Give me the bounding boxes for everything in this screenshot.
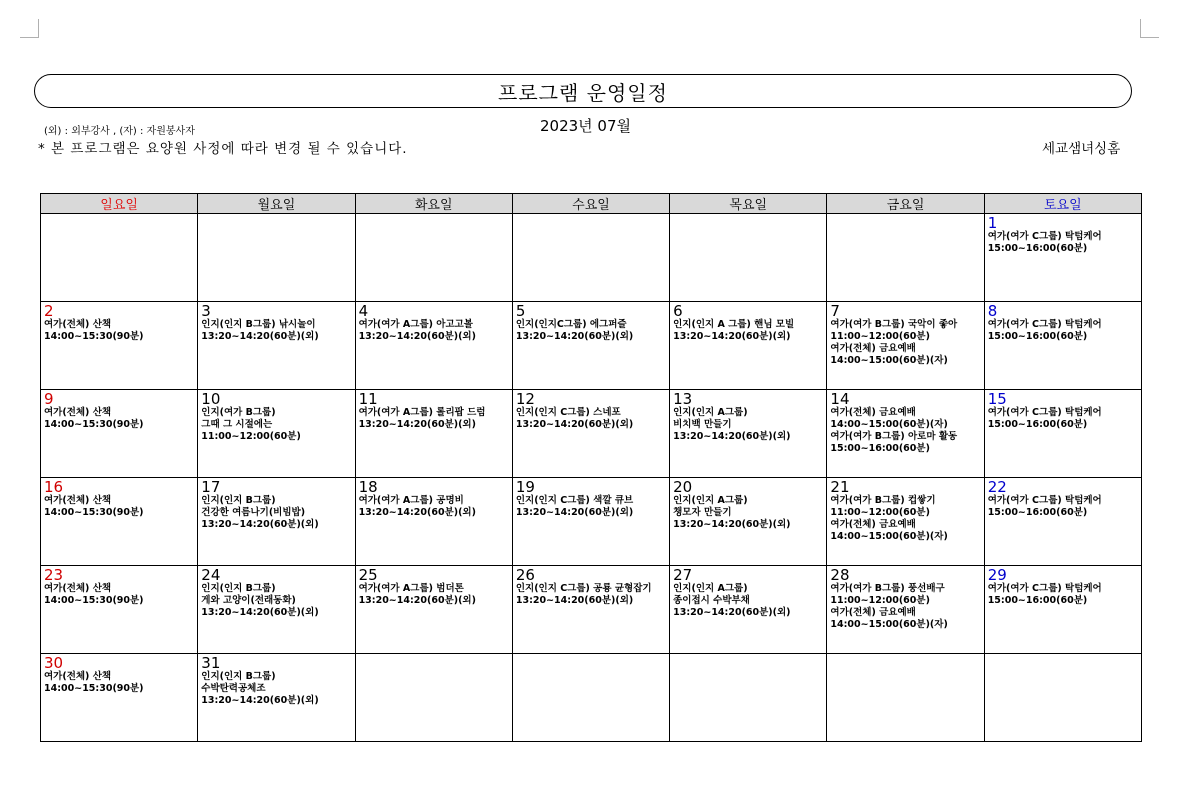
day-events: 여가(여가 B그룹) 국악이 좋아 11:00~12:00(60분) 여가(전체) 금요예배 14:00~15:00(60분)(자) — [830, 319, 958, 366]
calendar-day-cell — [512, 566, 669, 654]
day-events: 여가(전체) 산책 14:00~15:30(90분) — [44, 583, 144, 606]
calendar-week-row — [41, 478, 1142, 566]
day-number: 8 — [987, 302, 998, 320]
page-corner-mark-left — [20, 19, 39, 38]
calendar-day-cell — [198, 390, 355, 478]
calendar-day-cell — [41, 566, 198, 654]
calendar-day-cell — [41, 390, 198, 478]
day-events: 여가(여가 C그룹) 탁텀케어 15:00~16:00(60분) — [987, 231, 1102, 254]
calendar-day-cell — [670, 390, 827, 478]
weekday-sunday: 일요일 — [41, 194, 198, 214]
calendar-day-cell — [984, 302, 1141, 390]
day-events: 여가(여가 C그룹) 탁텀케어 15:00~16:00(60분) — [987, 407, 1102, 430]
day-number: 4 — [358, 302, 369, 320]
day-number: 5 — [515, 302, 526, 320]
day-number: 15 — [987, 390, 1007, 408]
calendar-week-row — [41, 214, 1142, 302]
day-events: 여가(여가 B그룹) 풍선배구 11:00~12:00(60분) 여가(전체) 금요예배 14:00~15:00(60분)(자) — [830, 583, 948, 630]
calendar-day-cell — [355, 390, 512, 478]
weekday-saturday: 토요일 — [984, 194, 1141, 214]
day-number: 18 — [358, 478, 378, 496]
weekday-friday: 금요일 — [827, 194, 984, 214]
calendar-day-cell — [355, 566, 512, 654]
day-events: 여가(전체) 산책 14:00~15:30(90분) — [44, 495, 144, 518]
day-number: 23 — [44, 566, 64, 584]
day-number: 29 — [987, 566, 1007, 584]
calendar-day-cell — [984, 478, 1141, 566]
day-events: 여가(여가 B그룹) 컵쌓기 11:00~12:00(60분) 여가(전체) 금요예배 14:00~15:00(60분)(자) — [830, 495, 948, 542]
weekday-monday: 월요일 — [198, 194, 355, 214]
calendar-day-cell — [355, 654, 512, 742]
calendar-day-cell — [512, 654, 669, 742]
calendar-day-cell — [670, 478, 827, 566]
day-events: 인지(인지 B그룹) 낚시놀이 13:20~14:20(60분)(외) — [201, 319, 319, 342]
day-number: 21 — [830, 478, 850, 496]
calendar-day-cell — [984, 566, 1141, 654]
day-events: 여가(전체) 산책 14:00~15:30(90분) — [44, 671, 144, 694]
calendar-week-row — [41, 654, 1142, 742]
day-events: 여가(전체) 산책 14:00~15:30(90분) — [44, 407, 144, 430]
day-number: 19 — [515, 478, 535, 496]
day-events: 여가(전체) 금요예배 14:00~15:00(60분)(자) 여가(여가 B그룹) 아로마 활동 15:00~16:00(60분) — [830, 407, 958, 454]
day-events: 인지(인지 C그룹) 공룡 균형잡기 13:20~14:20(60분)(외) — [515, 583, 652, 606]
calendar-day-cell — [41, 214, 198, 302]
calendar-week-row — [41, 566, 1142, 654]
calendar-day-cell — [41, 478, 198, 566]
day-number: 26 — [515, 566, 535, 584]
weekday-header-row — [41, 194, 1142, 214]
calendar-day-cell — [198, 478, 355, 566]
day-events: 인지(인지 C그룹) 색깔 큐브 13:20~14:20(60분)(외) — [515, 495, 634, 518]
legend-text: (외) : 외부강사 , (자) : 자원봉사자 — [44, 126, 195, 137]
day-number: 30 — [44, 654, 64, 672]
calendar-day-cell — [670, 302, 827, 390]
day-number: 16 — [44, 478, 64, 496]
calendar-day-cell — [827, 566, 984, 654]
calendar-day-cell — [984, 214, 1141, 302]
calendar-day-cell — [198, 566, 355, 654]
calendar-day-cell — [41, 654, 198, 742]
day-events: 여가(여가 A그룹) 공명비 13:20~14:20(60분)(외) — [358, 495, 476, 518]
day-number: 9 — [44, 390, 54, 408]
calendar-day-cell — [198, 214, 355, 302]
calendar-day-cell — [198, 302, 355, 390]
day-number: 20 — [673, 478, 693, 496]
calendar-day-cell — [984, 390, 1141, 478]
calendar-day-cell — [512, 390, 669, 478]
day-events: 인지(인지 A그룹) 챙모자 만들기 13:20~14:20(60분)(외) — [673, 495, 791, 530]
day-events: 인지(인지 A그룹) 종이접시 수박부채 13:20~14:20(60분)(외) — [673, 583, 791, 618]
calendar-day-cell — [827, 390, 984, 478]
day-events: 여가(여가 C그룹) 탁텀케어 15:00~16:00(60분) — [987, 319, 1102, 342]
calendar-week-row — [41, 302, 1142, 390]
calendar-day-cell — [512, 302, 669, 390]
day-events: 인지(인지C그룹) 에그퍼즐 13:20~14:20(60분)(외) — [515, 319, 634, 342]
page-corner-mark-right — [1140, 19, 1159, 38]
day-number: 31 — [201, 654, 221, 672]
day-number: 1 — [987, 214, 998, 232]
day-number: 28 — [830, 566, 850, 584]
calendar-week-row — [41, 390, 1142, 478]
day-number: 2 — [44, 302, 54, 320]
day-events: 인지(인지 B그룹) 건강한 여름나기(비빔밥) 13:20~14:20(60분)(외) — [201, 495, 319, 530]
weekday-thursday: 목요일 — [670, 194, 827, 214]
day-events: 여가(여가 C그룹) 탁텀케어 15:00~16:00(60분) — [987, 495, 1102, 518]
day-number: 17 — [201, 478, 221, 496]
calendar-day-cell — [670, 654, 827, 742]
day-events: 인지(인지 A그룹) 비치백 만들기 13:20~14:20(60분)(외) — [673, 407, 791, 442]
day-number: 25 — [358, 566, 378, 584]
day-events: 인지(인지 B그룹) 게와 고양이(전래동화) 13:20~14:20(60분)(외) — [201, 583, 319, 618]
notice-text: * 본 프로그램은 요양원 사정에 따라 변경 될 수 있습니다. — [38, 141, 408, 157]
organization-name: 세교샘녀싱홈 — [1042, 141, 1121, 157]
day-number: 10 — [201, 390, 221, 408]
calendar-day-cell — [355, 302, 512, 390]
day-number: 22 — [987, 478, 1007, 496]
day-number: 7 — [830, 302, 840, 320]
day-number: 27 — [673, 566, 693, 584]
calendar-day-cell — [984, 654, 1141, 742]
page-title: 프로그램 운영일정 — [498, 80, 668, 105]
calendar-day-cell — [827, 302, 984, 390]
day-number: 6 — [673, 302, 683, 320]
day-number: 3 — [201, 302, 211, 320]
day-events: 인지(인지 A 그룹) 핸님 모빌 13:20~14:20(60분)(외) — [673, 319, 795, 342]
day-number: 11 — [358, 390, 378, 408]
day-number: 12 — [515, 390, 535, 408]
calendar-day-cell — [670, 566, 827, 654]
day-events: 인지(여가 B그룹) 그때 그 시절에는 11:00~12:00(60분) — [201, 407, 301, 442]
day-number: 24 — [201, 566, 221, 584]
day-events: 여가(여가 A그룹) 아고고볼 13:20~14:20(60분)(외) — [358, 319, 476, 342]
weekday-tuesday: 화요일 — [355, 194, 512, 214]
day-events: 여가(여가 C그룹) 탁텀케어 15:00~16:00(60분) — [987, 583, 1102, 606]
calendar-day-cell — [512, 214, 669, 302]
day-events: 여가(여가 A그룹) 범더톤 13:20~14:20(60분)(외) — [358, 583, 476, 606]
weekday-wednesday: 수요일 — [512, 194, 669, 214]
year-month: 2023년 07월 — [540, 117, 632, 135]
day-events: 여가(여가 A그룹) 롤리팝 드럼 13:20~14:20(60분)(외) — [358, 407, 486, 430]
day-events: 여가(전체) 산책 14:00~15:30(90분) — [44, 319, 144, 342]
calendar-table — [40, 193, 1142, 742]
title-banner — [34, 74, 1132, 108]
calendar-day-cell — [512, 478, 669, 566]
calendar-day-cell — [827, 654, 984, 742]
calendar-day-cell — [355, 478, 512, 566]
day-events: 인지(인지 C그룹) 스네포 13:20~14:20(60분)(외) — [515, 407, 634, 430]
calendar-day-cell — [827, 214, 984, 302]
calendar-day-cell — [827, 478, 984, 566]
calendar-day-cell — [198, 654, 355, 742]
calendar-day-cell — [670, 214, 827, 302]
day-events: 인지(인지 B그룹) 수박탄력공체조 13:20~14:20(60분)(외) — [201, 671, 319, 706]
calendar-day-cell — [355, 214, 512, 302]
day-number: 14 — [830, 390, 850, 408]
day-number: 13 — [673, 390, 693, 408]
calendar-day-cell — [41, 302, 198, 390]
